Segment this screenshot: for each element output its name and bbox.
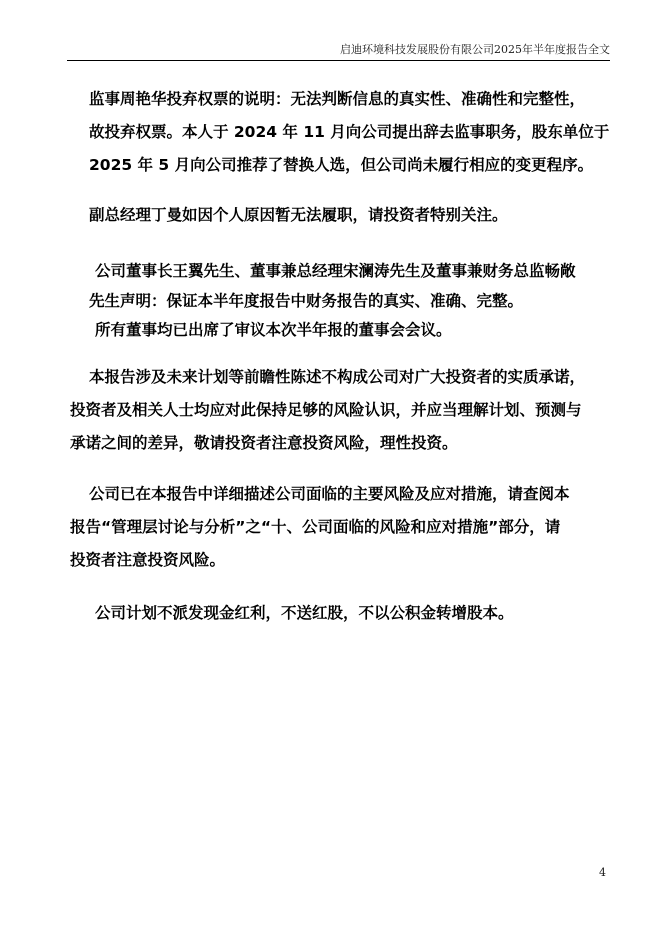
text-line: 先生声明：保证本半年度报告中财务报告的真实、准确、完整。	[89, 292, 524, 310]
text-line: 2025 年 5 月向公司推荐了替换人选，但公司尚未履行相应的变更程序。	[89, 156, 594, 174]
text-line: 监事周艳华投弃权票的说明：无法判断信息的真实性、准确性和完整性，	[89, 90, 586, 108]
paragraph-supervisor-abstention	[89, 84, 610, 180]
paragraph-board-attendance	[95, 315, 605, 345]
text-line: 投资者及相关人士均应对此保持足够的风险认识，并应当理解计划、预测与	[70, 401, 582, 419]
header-divider	[67, 60, 610, 61]
text-line: 本报告涉及未来计划等前瞻性陈述不构成公司对广大投资者的实质承诺，	[89, 368, 586, 386]
paragraph-deputy-manager-notice	[89, 200, 599, 230]
paragraph-directors-statement	[89, 256, 605, 316]
text-line: 报告“管理层讨论与分析”之“十、公司面临的风险和应对措施”部分，请	[70, 518, 561, 536]
paragraph-dividend-plan	[95, 598, 605, 628]
paragraph-forward-looking-statement	[70, 362, 599, 458]
text-line: 公司董事长王翼先生、董事兼总经理宋澜涛先生及董事兼财务总监畅敞	[95, 262, 576, 280]
text-line: 承诺之间的差异，敬请投资者注意投资风险，理性投资。	[70, 434, 458, 452]
text-line: 故投弃权票。本人于 2024 年 11 月向公司提出辞去监事职务，股东单位于	[89, 123, 610, 141]
text-line: 公司已在本报告中详细描述公司面临的主要风险及应对措施，请查阅本	[89, 485, 570, 503]
paragraph-risk-disclosure	[70, 479, 599, 575]
text-line: 副总经理丁曼如因个人原因暂无法履职，请投资者特别关注。	[89, 206, 508, 224]
text-line: 投资者注意投资风险。	[70, 551, 226, 569]
page-number: 4	[599, 866, 606, 879]
text-line: 所有董事均已出席了审议本次半年报的董事会会议。	[95, 321, 452, 339]
page-header-title: 启迪环境科技发展股份有限公司2025年半年度报告全文	[340, 43, 610, 56]
text-line: 公司计划不派发现金红利，不送红股，不以公积金转增股本。	[95, 604, 514, 622]
